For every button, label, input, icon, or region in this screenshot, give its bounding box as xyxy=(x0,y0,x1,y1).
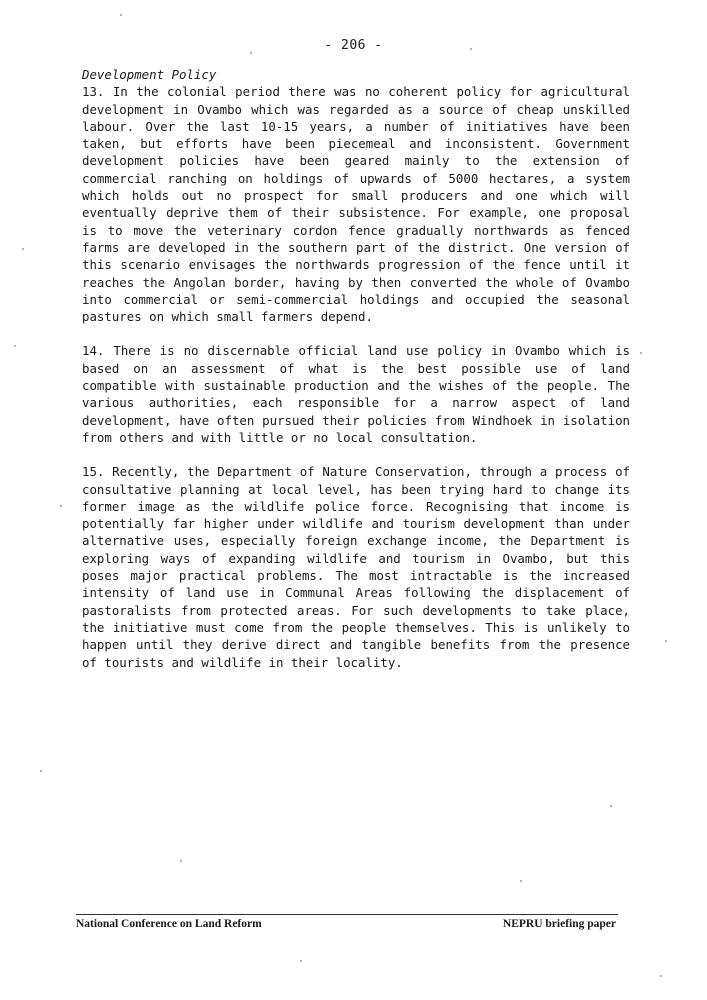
footer xyxy=(76,918,616,930)
paragraph-13: 13. In the colonial period there was no coherent policy for agricultural development in Ovambo which was regarded as a source of cheap unskilled labour. Over the last 10-15 years, a number of initiatives have been taken, but efforts have been piecemeal and inconsistent. Government development policies have been geared mainly to the extension of commercial ranching on holdings of upwards of 5000 hectares, a system which holds out no prospect for small producers and one which will eventually deprive them of their subsistence. For example, one proposal is to move the veterinary cordon fence gradually northwards as fenced farms are developed in the southern part of the district. One version of this scenario envisages the northwards progression of the fence until it reaches the Angolan border, having by then converted the whole of Ovambo into commercial or semi-commercial holdings and occupied the seasonal pastures on which small farmers depend. xyxy=(82,84,630,325)
footer-briefing-label: NEPRU briefing paper xyxy=(502,918,616,930)
paragraph-15: 15. Recently, the Department of Nature Conservation, through a process of consultative planning at local level, has been trying hard to change its former image as the wildlife police force. Recognising that income is potentially far higher under wildlife and tourism development than under alternative uses, especially foreign exchange income, the Department is exploring ways of expanding wildlife and tourism in Ovambo, but this poses major practical problems. The most intractable is the increased intensity of land use in Communal Areas following the displacement of pastoralists from protected areas. For such developments to take place, the initiative must come from the people themselves. This is unlikely to happen until they derive direct and tangible benefits from the presence of tourists and wildlife in their locality. xyxy=(82,464,630,670)
paragraph-14: 14. There is no discernable official land use policy in Ovambo which is based on an assessment of what is the best possible use of land compatible with sustainable production and the wishes of the people. The various authorities, each responsible for a narrow aspect of land development, have often pursued their policies from Windhoek in isolation from others and with little or no local consultation. xyxy=(82,343,630,445)
section-heading: Development Policy xyxy=(82,67,217,82)
footer-divider xyxy=(76,914,618,915)
document-body xyxy=(82,66,630,688)
page-number: - 206 - xyxy=(324,38,383,53)
footer-conference-title: National Conference on Land Reform xyxy=(76,918,262,930)
